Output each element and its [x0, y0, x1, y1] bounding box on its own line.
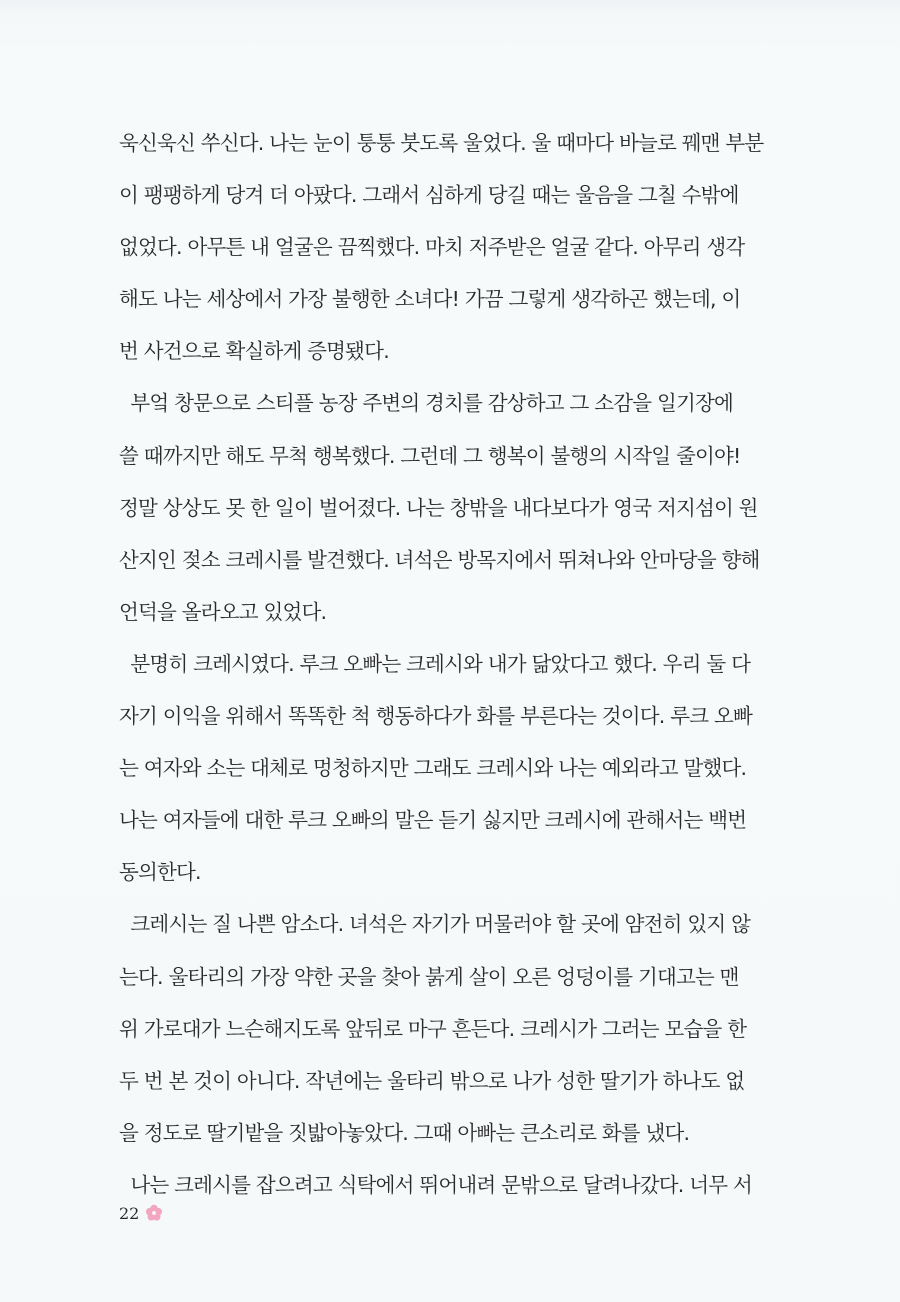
text-line: 나는 여자들에 대한 루크 오빠의 말은 듣기 싫지만 크레시에 관해서는 백번: [119, 808, 747, 833]
text-line: 크레시는 질 나쁜 암소다. 녀석은 자기가 머물러야 할 곳에 얌전히 있지 않: [119, 912, 751, 937]
text-line: 동의한다.: [119, 860, 201, 885]
text-line: 위 가로대가 느슨해지도록 앞뒤로 마구 흔든다. 크레시가 그러는 모습을 한: [119, 1016, 747, 1041]
text-line: 쓸 때까지만 해도 무척 행복했다. 그런데 그 행복이 불행의 시작일 줄이야!: [119, 443, 741, 468]
text-line: 는 여자와 소는 대체로 멍청하지만 그래도 크레시와 나는 예외라고 말했다.: [119, 756, 747, 781]
cherry-blossom-icon: [145, 1204, 163, 1222]
page-footer: [119, 1200, 163, 1226]
page-number: 22: [119, 1203, 140, 1223]
text-line: 해도 나는 세상에서 가장 불행한 소녀다! 가끔 그렇게 생각하곤 했는데, 이: [119, 287, 741, 312]
text-line: 욱신욱신 쑤신다. 나는 눈이 퉁퉁 붓도록 울었다. 울 때마다 바늘로 꿰맨 부분: [119, 131, 764, 155]
text-line: 없었다. 아무튼 내 얼굴은 끔찍했다. 마치 저주받은 얼굴 같다. 아무리 생각: [119, 235, 745, 260]
text-line: 언덕을 올라오고 있었다.: [119, 599, 327, 624]
text-line: 정말 상상도 못 한 일이 벌어졌다. 나는 창밖을 내다보다가 영국 저지섬이 원: [119, 495, 758, 520]
text-line: 산지인 젖소 크레시를 발견했다. 녀석은 방목지에서 뛰쳐나와 안마당을 향해: [119, 547, 760, 572]
text-line: 분명히 크레시였다. 루크 오빠는 크레시와 내가 닮았다고 했다. 우리 둘 다: [119, 651, 751, 676]
text-line: 두 번 본 것이 아니다. 작년에는 울타리 밖으로 나가 성한 딸기가 하나도 없: [119, 1068, 745, 1093]
text-line: 부엌 창문으로 스티플 농장 주변의 경치를 감상하고 그 소감을 일기장에: [119, 391, 733, 416]
text-line: 는다. 울타리의 가장 약한 곳을 찾아 붉게 살이 오른 엉덩이를 기대고는 맨: [119, 964, 739, 989]
text-line: 나는 크레시를 잡으려고 식탁에서 뛰어내려 문밖으로 달려나갔다. 너무 서: [119, 1172, 752, 1197]
text-line: 이 팽팽하게 당겨 더 아팠다. 그래서 심하게 당길 때는 울음을 그칠 수밖에: [119, 183, 739, 208]
text-line: 자기 이익을 위해서 똑똑한 척 행동하다가 화를 부른다는 것이다. 루크 오빠: [119, 704, 752, 729]
text-line: 번 사건으로 확실하게 증명됐다.: [119, 339, 389, 364]
text-line: 을 정도로 딸기밭을 짓밟아놓았다. 그때 아빠는 큰소리로 화를 냈다.: [119, 1120, 690, 1145]
body-text: [119, 121, 771, 1215]
